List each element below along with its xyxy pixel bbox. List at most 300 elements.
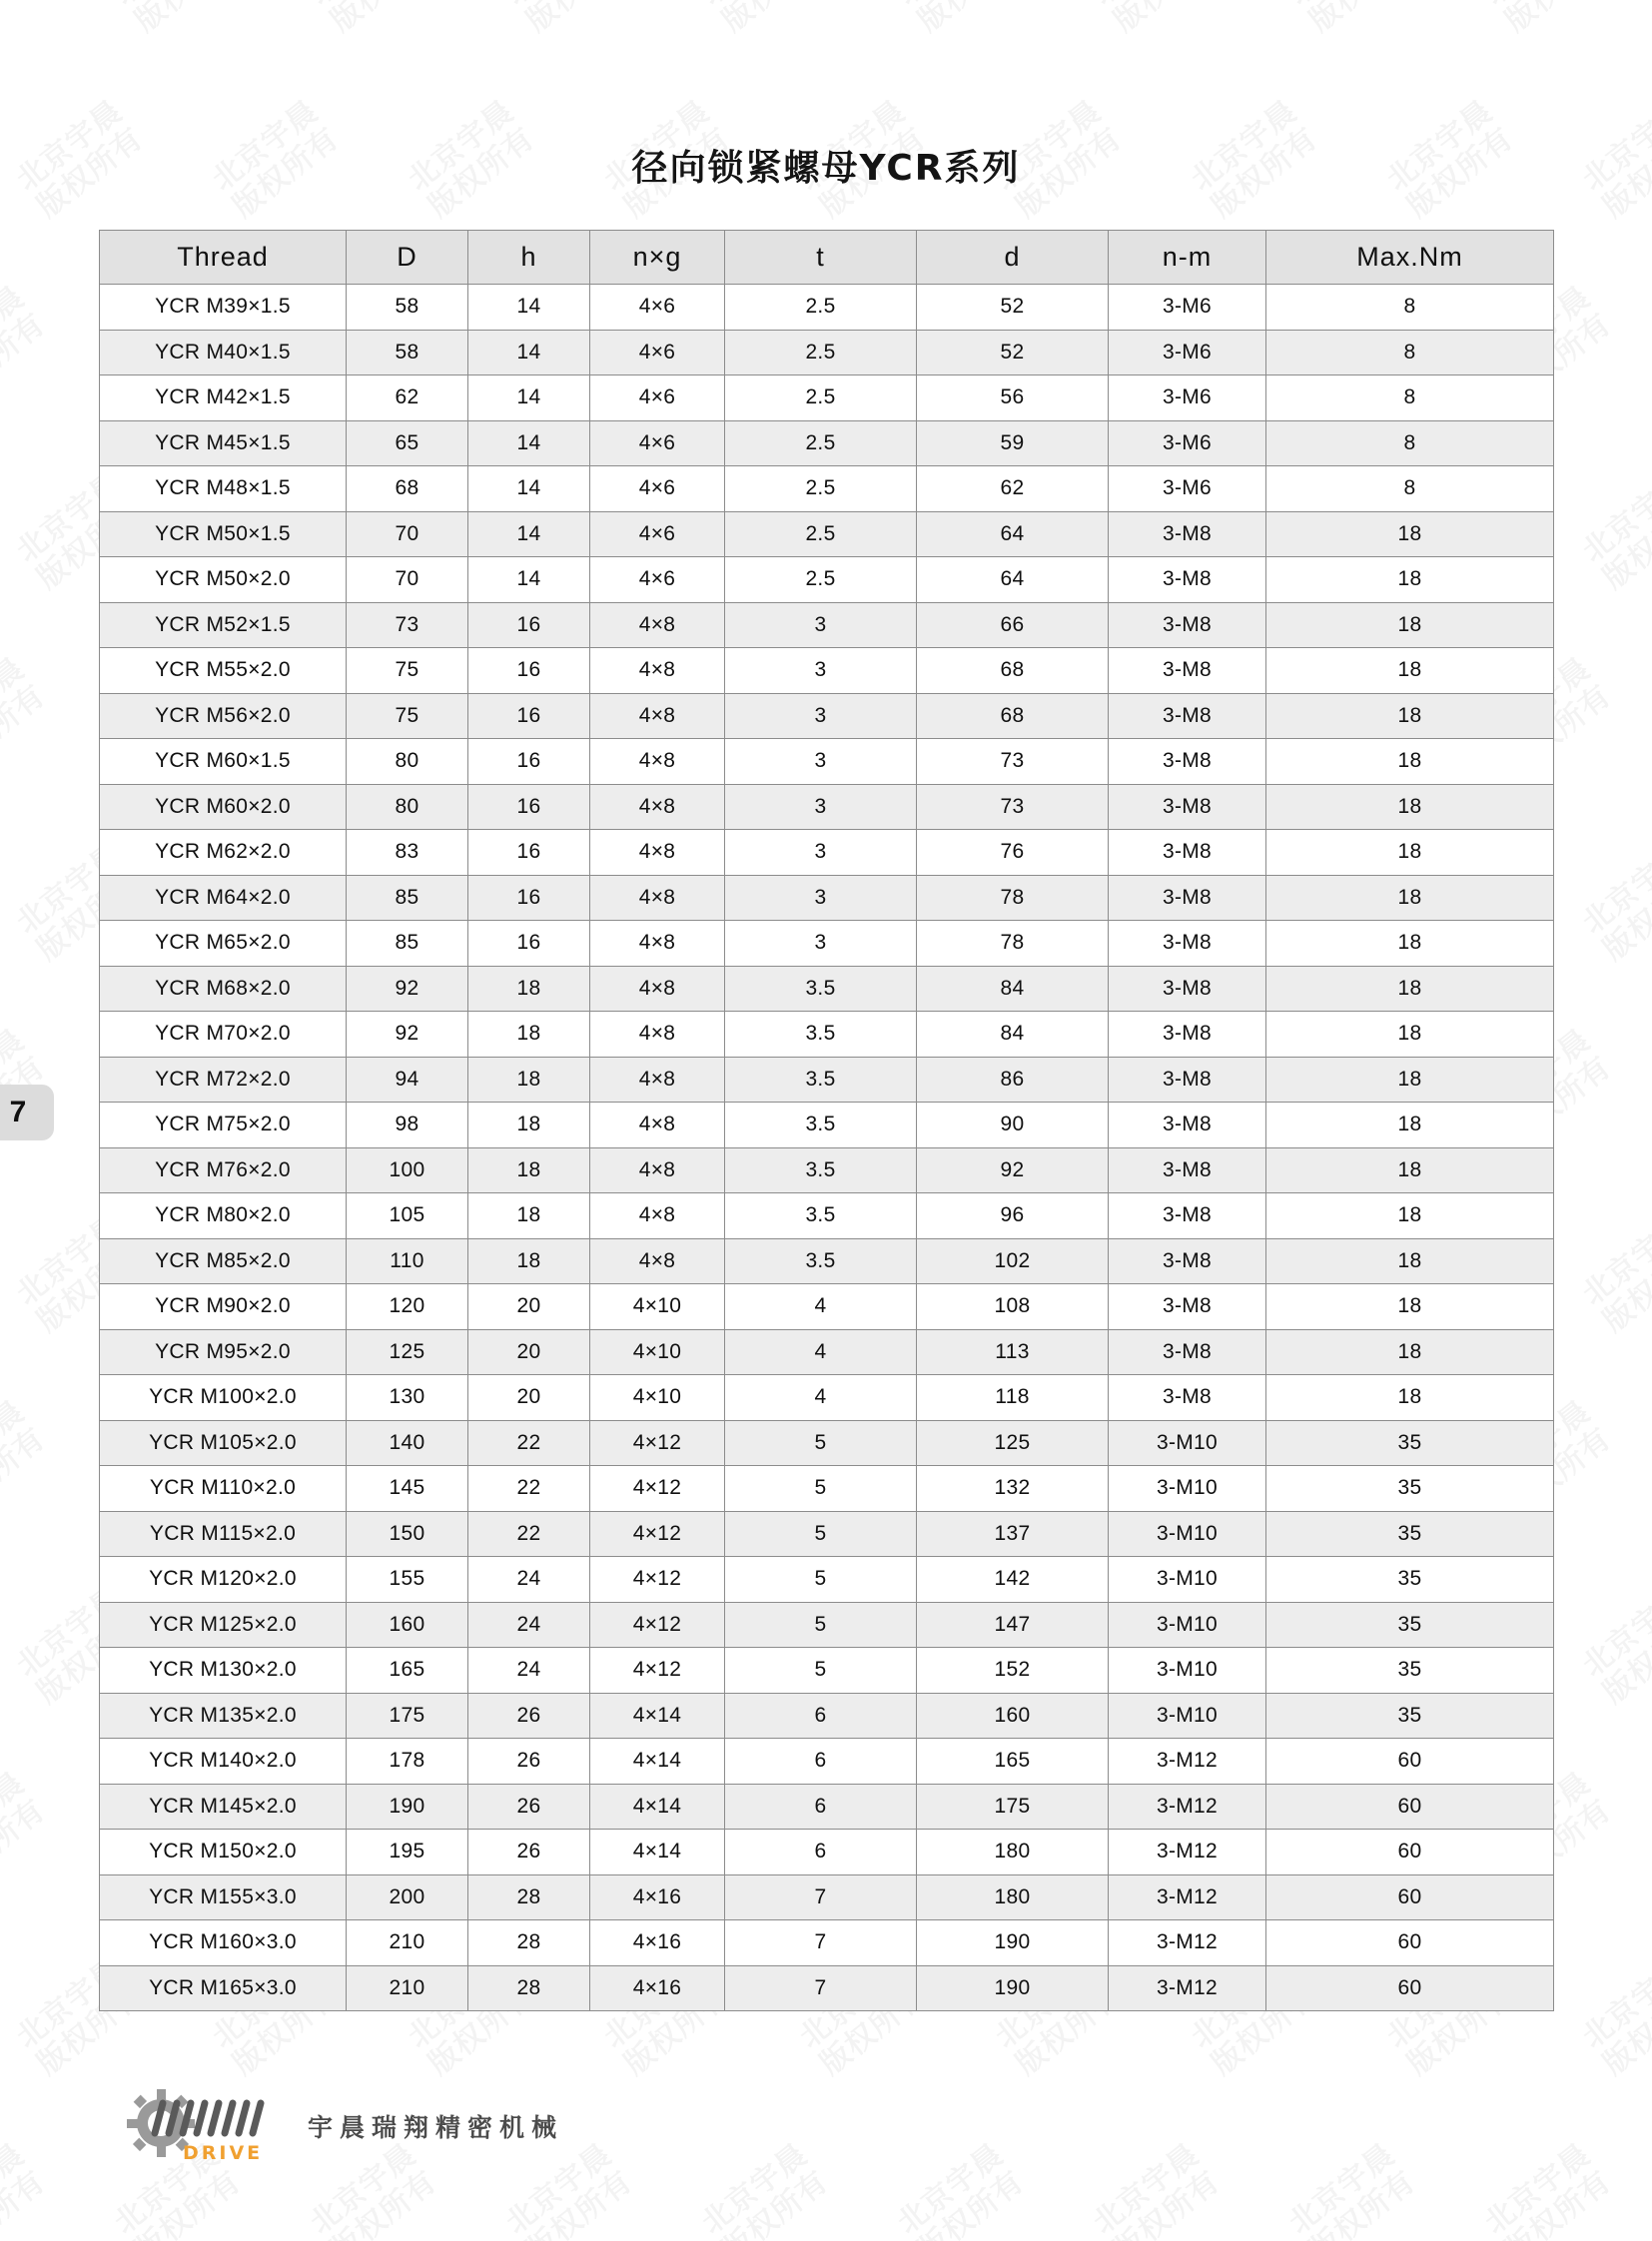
- cell-nxg: 4×14: [590, 1830, 725, 1875]
- cell-t: 3.5: [725, 1103, 917, 1148]
- cell-max-nm: 18: [1266, 1375, 1554, 1421]
- table-row: [100, 921, 1554, 967]
- cell-thread: YCR M120×2.0: [100, 1557, 347, 1603]
- cell-nxg: 4×12: [590, 1511, 725, 1557]
- cell-n-m: 3-M10: [1109, 1511, 1266, 1557]
- cell-max-nm: 18: [1266, 511, 1554, 557]
- cell-d-major: 200: [347, 1874, 468, 1920]
- cell-d-minor: 113: [917, 1329, 1109, 1375]
- cell-d-minor: 160: [917, 1693, 1109, 1739]
- cell-thread: YCR M60×2.0: [100, 784, 347, 830]
- cell-t: 3.5: [725, 1238, 917, 1284]
- cell-max-nm: 18: [1266, 1284, 1554, 1330]
- cell-d-minor: 190: [917, 1920, 1109, 1966]
- cell-n-m: 3-M8: [1109, 1238, 1266, 1284]
- cell-thread: YCR M150×2.0: [100, 1830, 347, 1875]
- table-row: [100, 1284, 1554, 1330]
- cell-d-major: 165: [347, 1648, 468, 1694]
- cell-t: 7: [725, 1965, 917, 2011]
- cell-thread: YCR M90×2.0: [100, 1284, 347, 1330]
- cell-n-m: 3-M6: [1109, 466, 1266, 512]
- table-row: [100, 1057, 1554, 1103]
- cell-d-major: 140: [347, 1420, 468, 1466]
- cell-max-nm: 18: [1266, 966, 1554, 1012]
- cell-t: 3: [725, 648, 917, 694]
- cell-t: 3: [725, 875, 917, 921]
- column-header-d-small: d: [917, 231, 1109, 285]
- cell-h: 24: [468, 1602, 590, 1648]
- cell-d-major: 155: [347, 1557, 468, 1603]
- table-row: [100, 1466, 1554, 1512]
- cell-d-major: 145: [347, 1466, 468, 1512]
- cell-d-minor: 180: [917, 1874, 1109, 1920]
- cell-d-major: 62: [347, 375, 468, 421]
- cell-nxg: 4×8: [590, 1103, 725, 1148]
- cell-nxg: 4×14: [590, 1784, 725, 1830]
- cell-h: 28: [468, 1965, 590, 2011]
- cell-n-m: 3-M8: [1109, 1284, 1266, 1330]
- cell-nxg: 4×8: [590, 921, 725, 967]
- cell-nxg: 4×6: [590, 511, 725, 557]
- page-title: 径向锁紧螺母YCR系列: [631, 148, 1021, 189]
- gear-spring-logo-icon: [125, 2087, 290, 2165]
- watermark-text: [0, 1767, 52, 1895]
- cell-max-nm: 60: [1266, 1874, 1554, 1920]
- cell-nxg: 4×8: [590, 784, 725, 830]
- cell-n-m: 3-M10: [1109, 1602, 1266, 1648]
- cell-max-nm: 60: [1266, 1784, 1554, 1830]
- cell-d-minor: 62: [917, 466, 1109, 512]
- cell-thread: YCR M160×3.0: [100, 1920, 347, 1966]
- cell-h: 28: [468, 1874, 590, 1920]
- cell-max-nm: 18: [1266, 648, 1554, 694]
- cell-t: 3.5: [725, 966, 917, 1012]
- table-row: [100, 1784, 1554, 1830]
- cell-d-minor: 90: [917, 1103, 1109, 1148]
- cell-max-nm: 18: [1266, 875, 1554, 921]
- cell-h: 26: [468, 1693, 590, 1739]
- cell-d-minor: 73: [917, 739, 1109, 785]
- cell-d-major: 85: [347, 921, 468, 967]
- cell-nxg: 4×6: [590, 375, 725, 421]
- cell-thread: YCR M72×2.0: [100, 1057, 347, 1103]
- cell-max-nm: 18: [1266, 921, 1554, 967]
- cell-d-major: 210: [347, 1965, 468, 2011]
- cell-n-m: 3-M8: [1109, 875, 1266, 921]
- table-row: [100, 830, 1554, 876]
- cell-d-major: 110: [347, 1238, 468, 1284]
- cell-n-m: 3-M8: [1109, 830, 1266, 876]
- table-row: [100, 1602, 1554, 1648]
- cell-thread: YCR M85×2.0: [100, 1238, 347, 1284]
- cell-nxg: 4×8: [590, 1057, 725, 1103]
- cell-h: 14: [468, 375, 590, 421]
- cell-t: 3: [725, 830, 917, 876]
- cell-nxg: 4×12: [590, 1648, 725, 1694]
- cell-max-nm: 18: [1266, 1012, 1554, 1058]
- cell-nxg: 4×6: [590, 285, 725, 331]
- cell-thread: YCR M45×1.5: [100, 420, 347, 466]
- table-row: [100, 1147, 1554, 1193]
- table-row: [100, 966, 1554, 1012]
- table-row: [100, 420, 1554, 466]
- cell-nxg: 4×8: [590, 1147, 725, 1193]
- page-number-badge: 7: [0, 1085, 54, 1140]
- cell-thread: YCR M55×2.0: [100, 648, 347, 694]
- cell-max-nm: 8: [1266, 466, 1554, 512]
- cell-max-nm: 35: [1266, 1511, 1554, 1557]
- footer: [125, 2087, 563, 2165]
- cell-max-nm: 18: [1266, 602, 1554, 648]
- cell-h: 14: [468, 285, 590, 331]
- table-row: [100, 1329, 1554, 1375]
- cell-nxg: 4×10: [590, 1329, 725, 1375]
- cell-d-minor: 175: [917, 1784, 1109, 1830]
- cell-nxg: 4×16: [590, 1874, 725, 1920]
- cell-d-minor: 92: [917, 1147, 1109, 1193]
- cell-n-m: 3-M10: [1109, 1466, 1266, 1512]
- cell-d-major: 160: [347, 1602, 468, 1648]
- cell-h: 26: [468, 1784, 590, 1830]
- watermark-text: [0, 652, 52, 781]
- cell-thread: YCR M75×2.0: [100, 1103, 347, 1148]
- cell-h: 20: [468, 1329, 590, 1375]
- company-name: 宇晨瑞翔精密机械: [308, 2113, 564, 2142]
- cell-nxg: 4×8: [590, 1012, 725, 1058]
- cell-thread: YCR M39×1.5: [100, 285, 347, 331]
- cell-nxg: 4×8: [590, 1193, 725, 1239]
- cell-h: 26: [468, 1830, 590, 1875]
- cell-d-major: 92: [347, 966, 468, 1012]
- cell-h: 18: [468, 966, 590, 1012]
- cell-n-m: 3-M8: [1109, 966, 1266, 1012]
- cell-d-minor: 52: [917, 330, 1109, 375]
- watermark-text: [1576, 1581, 1652, 1710]
- cell-d-minor: 78: [917, 875, 1109, 921]
- cell-d-major: 58: [347, 285, 468, 331]
- table-row: [100, 1874, 1554, 1920]
- cell-h: 18: [468, 1057, 590, 1103]
- cell-h: 28: [468, 1920, 590, 1966]
- cell-h: 18: [468, 1103, 590, 1148]
- cell-d-minor: 52: [917, 285, 1109, 331]
- cell-nxg: 4×6: [590, 330, 725, 375]
- watermark-text: [1282, 2138, 1421, 2241]
- cell-t: 3.5: [725, 1057, 917, 1103]
- company-logo: [125, 2087, 290, 2165]
- table-row: [100, 1193, 1554, 1239]
- cell-n-m: 3-M8: [1109, 1375, 1266, 1421]
- cell-thread: YCR M135×2.0: [100, 1693, 347, 1739]
- cell-n-m: 3-M6: [1109, 375, 1266, 421]
- cell-max-nm: 8: [1266, 420, 1554, 466]
- cell-d-minor: 86: [917, 1057, 1109, 1103]
- cell-thread: YCR M62×2.0: [100, 830, 347, 876]
- watermark-text: [695, 2138, 834, 2241]
- cell-nxg: 4×12: [590, 1420, 725, 1466]
- table-row: [100, 1739, 1554, 1785]
- cell-d-major: 92: [347, 1012, 468, 1058]
- cell-d-minor: 125: [917, 1420, 1109, 1466]
- cell-h: 18: [468, 1238, 590, 1284]
- cell-thread: YCR M56×2.0: [100, 693, 347, 739]
- cell-max-nm: 60: [1266, 1739, 1554, 1785]
- cell-h: 16: [468, 739, 590, 785]
- specification-table: [99, 230, 1554, 2011]
- cell-d-minor: 132: [917, 1466, 1109, 1512]
- cell-n-m: 3-M8: [1109, 648, 1266, 694]
- cell-d-major: 195: [347, 1830, 468, 1875]
- cell-d-major: 190: [347, 1784, 468, 1830]
- cell-t: 6: [725, 1830, 917, 1875]
- table-row: [100, 466, 1554, 512]
- cell-nxg: 4×16: [590, 1965, 725, 2011]
- cell-h: 16: [468, 648, 590, 694]
- cell-d-major: 94: [347, 1057, 468, 1103]
- cell-d-major: 98: [347, 1103, 468, 1148]
- cell-t: 6: [725, 1739, 917, 1785]
- cell-d-major: 130: [347, 1375, 468, 1421]
- cell-n-m: 3-M6: [1109, 330, 1266, 375]
- cell-d-major: 68: [347, 466, 468, 512]
- cell-d-minor: 137: [917, 1511, 1109, 1557]
- watermark-text: [1087, 0, 1226, 38]
- cell-n-m: 3-M8: [1109, 1147, 1266, 1193]
- table-row: [100, 375, 1554, 421]
- cell-thread: YCR M165×3.0: [100, 1965, 347, 2011]
- cell-d-major: 70: [347, 557, 468, 603]
- cell-max-nm: 8: [1266, 285, 1554, 331]
- cell-d-minor: 84: [917, 1012, 1109, 1058]
- spec-table-container: [99, 230, 1553, 2011]
- cell-h: 26: [468, 1739, 590, 1785]
- cell-thread: YCR M70×2.0: [100, 1012, 347, 1058]
- cell-n-m: 3-M6: [1109, 285, 1266, 331]
- cell-t: 2.5: [725, 557, 917, 603]
- table-row: [100, 1511, 1554, 1557]
- cell-t: 5: [725, 1466, 917, 1512]
- cell-max-nm: 8: [1266, 375, 1554, 421]
- cell-t: 7: [725, 1874, 917, 1920]
- cell-max-nm: 18: [1266, 1238, 1554, 1284]
- cell-d-minor: 165: [917, 1739, 1109, 1785]
- cell-d-major: 120: [347, 1284, 468, 1330]
- cell-nxg: 4×12: [590, 1557, 725, 1603]
- cell-thread: YCR M76×2.0: [100, 1147, 347, 1193]
- cell-max-nm: 18: [1266, 693, 1554, 739]
- cell-d-minor: 190: [917, 1965, 1109, 2011]
- cell-h: 16: [468, 830, 590, 876]
- cell-d-major: 75: [347, 693, 468, 739]
- cell-nxg: 4×10: [590, 1375, 725, 1421]
- cell-n-m: 3-M8: [1109, 739, 1266, 785]
- cell-thread: YCR M130×2.0: [100, 1648, 347, 1694]
- watermark-text: [1478, 0, 1617, 38]
- cell-d-major: 100: [347, 1147, 468, 1193]
- cell-d-major: 58: [347, 330, 468, 375]
- cell-nxg: 4×8: [590, 602, 725, 648]
- cell-max-nm: 35: [1266, 1420, 1554, 1466]
- cell-nxg: 4×16: [590, 1920, 725, 1966]
- cell-d-minor: 84: [917, 966, 1109, 1012]
- cell-t: 4: [725, 1375, 917, 1421]
- cell-nxg: 4×8: [590, 875, 725, 921]
- cell-d-major: 73: [347, 602, 468, 648]
- cell-max-nm: 18: [1266, 557, 1554, 603]
- cell-nxg: 4×6: [590, 420, 725, 466]
- cell-nxg: 4×10: [590, 1284, 725, 1330]
- watermark-text: [1282, 0, 1421, 38]
- cell-t: 5: [725, 1511, 917, 1557]
- cell-max-nm: 18: [1266, 1193, 1554, 1239]
- cell-n-m: 3-M8: [1109, 1193, 1266, 1239]
- cell-h: 14: [468, 420, 590, 466]
- cell-n-m: 3-M6: [1109, 420, 1266, 466]
- watermark-text: [0, 1395, 52, 1524]
- cell-n-m: 3-M12: [1109, 1920, 1266, 1966]
- watermark-text: [1576, 1209, 1652, 1338]
- table-row: [100, 875, 1554, 921]
- cell-max-nm: 18: [1266, 784, 1554, 830]
- cell-d-minor: 142: [917, 1557, 1109, 1603]
- table-row: [100, 285, 1554, 331]
- table-row: [100, 1420, 1554, 1466]
- cell-d-minor: 118: [917, 1375, 1109, 1421]
- cell-d-minor: 108: [917, 1284, 1109, 1330]
- cell-d-major: 178: [347, 1739, 468, 1785]
- cell-d-major: 175: [347, 1693, 468, 1739]
- cell-n-m: 3-M12: [1109, 1739, 1266, 1785]
- cell-h: 14: [468, 466, 590, 512]
- cell-thread: YCR M50×1.5: [100, 511, 347, 557]
- table-row: [100, 1830, 1554, 1875]
- table-row: [100, 1920, 1554, 1966]
- table-header: [100, 231, 1554, 285]
- cell-t: 2.5: [725, 511, 917, 557]
- cell-d-minor: 73: [917, 784, 1109, 830]
- cell-n-m: 3-M8: [1109, 1329, 1266, 1375]
- cell-nxg: 4×14: [590, 1693, 725, 1739]
- cell-d-minor: 68: [917, 693, 1109, 739]
- cell-h: 18: [468, 1193, 590, 1239]
- cell-nxg: 4×8: [590, 830, 725, 876]
- cell-t: 5: [725, 1602, 917, 1648]
- column-header-t: t: [725, 231, 917, 285]
- table-row: [100, 1103, 1554, 1148]
- cell-t: 6: [725, 1784, 917, 1830]
- cell-thread: YCR M52×1.5: [100, 602, 347, 648]
- table-row: [100, 739, 1554, 785]
- cell-n-m: 3-M12: [1109, 1784, 1266, 1830]
- table-row: [100, 1012, 1554, 1058]
- cell-h: 16: [468, 875, 590, 921]
- column-header-thread: Thread: [100, 231, 347, 285]
- watermark-text: [1087, 2138, 1226, 2241]
- table-row: [100, 648, 1554, 694]
- cell-h: 14: [468, 511, 590, 557]
- cell-t: 3.5: [725, 1147, 917, 1193]
- cell-t: 7: [725, 1920, 917, 1966]
- cell-n-m: 3-M10: [1109, 1648, 1266, 1694]
- table-row: [100, 693, 1554, 739]
- cell-thread: YCR M50×2.0: [100, 557, 347, 603]
- watermark-text: [1576, 1952, 1652, 2081]
- watermark-text: [1576, 838, 1652, 967]
- watermark-text: [108, 0, 247, 38]
- cell-d-minor: 64: [917, 557, 1109, 603]
- cell-d-minor: 68: [917, 648, 1109, 694]
- table-row: [100, 330, 1554, 375]
- cell-nxg: 4×12: [590, 1602, 725, 1648]
- cell-d-minor: 180: [917, 1830, 1109, 1875]
- cell-n-m: 3-M10: [1109, 1420, 1266, 1466]
- cell-thread: YCR M48×1.5: [100, 466, 347, 512]
- cell-max-nm: 18: [1266, 1147, 1554, 1193]
- column-header-n-m: n-m: [1109, 231, 1266, 285]
- table-row: [100, 1238, 1554, 1284]
- cell-t: 2.5: [725, 420, 917, 466]
- cell-nxg: 4×8: [590, 966, 725, 1012]
- cell-thread: YCR M115×2.0: [100, 1511, 347, 1557]
- table-body: [100, 285, 1554, 2011]
- cell-h: 16: [468, 921, 590, 967]
- cell-thread: YCR M145×2.0: [100, 1784, 347, 1830]
- cell-nxg: 4×8: [590, 648, 725, 694]
- cell-max-nm: 35: [1266, 1602, 1554, 1648]
- watermark-text: [695, 0, 834, 38]
- cell-n-m: 3-M8: [1109, 1103, 1266, 1148]
- cell-thread: YCR M80×2.0: [100, 1193, 347, 1239]
- cell-n-m: 3-M8: [1109, 1012, 1266, 1058]
- cell-d-major: 83: [347, 830, 468, 876]
- cell-thread: YCR M110×2.0: [100, 1466, 347, 1512]
- cell-t: 3.5: [725, 1193, 917, 1239]
- cell-d-major: 210: [347, 1920, 468, 1966]
- cell-h: 18: [468, 1147, 590, 1193]
- cell-t: 2.5: [725, 375, 917, 421]
- cell-t: 3.5: [725, 1012, 917, 1058]
- cell-nxg: 4×8: [590, 739, 725, 785]
- cell-thread: YCR M100×2.0: [100, 1375, 347, 1421]
- table-header-row: [100, 231, 1554, 285]
- cell-nxg: 4×12: [590, 1466, 725, 1512]
- cell-h: 14: [468, 557, 590, 603]
- cell-t: 4: [725, 1329, 917, 1375]
- cell-h: 20: [468, 1284, 590, 1330]
- cell-t: 3: [725, 739, 917, 785]
- cell-thread: YCR M95×2.0: [100, 1329, 347, 1375]
- table-row: [100, 557, 1554, 603]
- table-row: [100, 1693, 1554, 1739]
- cell-max-nm: 18: [1266, 1329, 1554, 1375]
- cell-d-major: 125: [347, 1329, 468, 1375]
- column-header-max-nm: Max.Nm: [1266, 231, 1554, 285]
- watermark-text: [499, 0, 638, 38]
- cell-n-m: 3-M8: [1109, 693, 1266, 739]
- watermark-text: [0, 0, 52, 38]
- cell-thread: YCR M105×2.0: [100, 1420, 347, 1466]
- cell-t: 5: [725, 1648, 917, 1694]
- cell-max-nm: 18: [1266, 1057, 1554, 1103]
- cell-n-m: 3-M8: [1109, 511, 1266, 557]
- cell-thread: YCR M125×2.0: [100, 1602, 347, 1648]
- table-row: [100, 1965, 1554, 2011]
- cell-d-minor: 59: [917, 420, 1109, 466]
- cell-thread: YCR M140×2.0: [100, 1739, 347, 1785]
- watermark-text: [304, 0, 442, 38]
- cell-max-nm: 60: [1266, 1920, 1554, 1966]
- watermark-text: [0, 2138, 52, 2241]
